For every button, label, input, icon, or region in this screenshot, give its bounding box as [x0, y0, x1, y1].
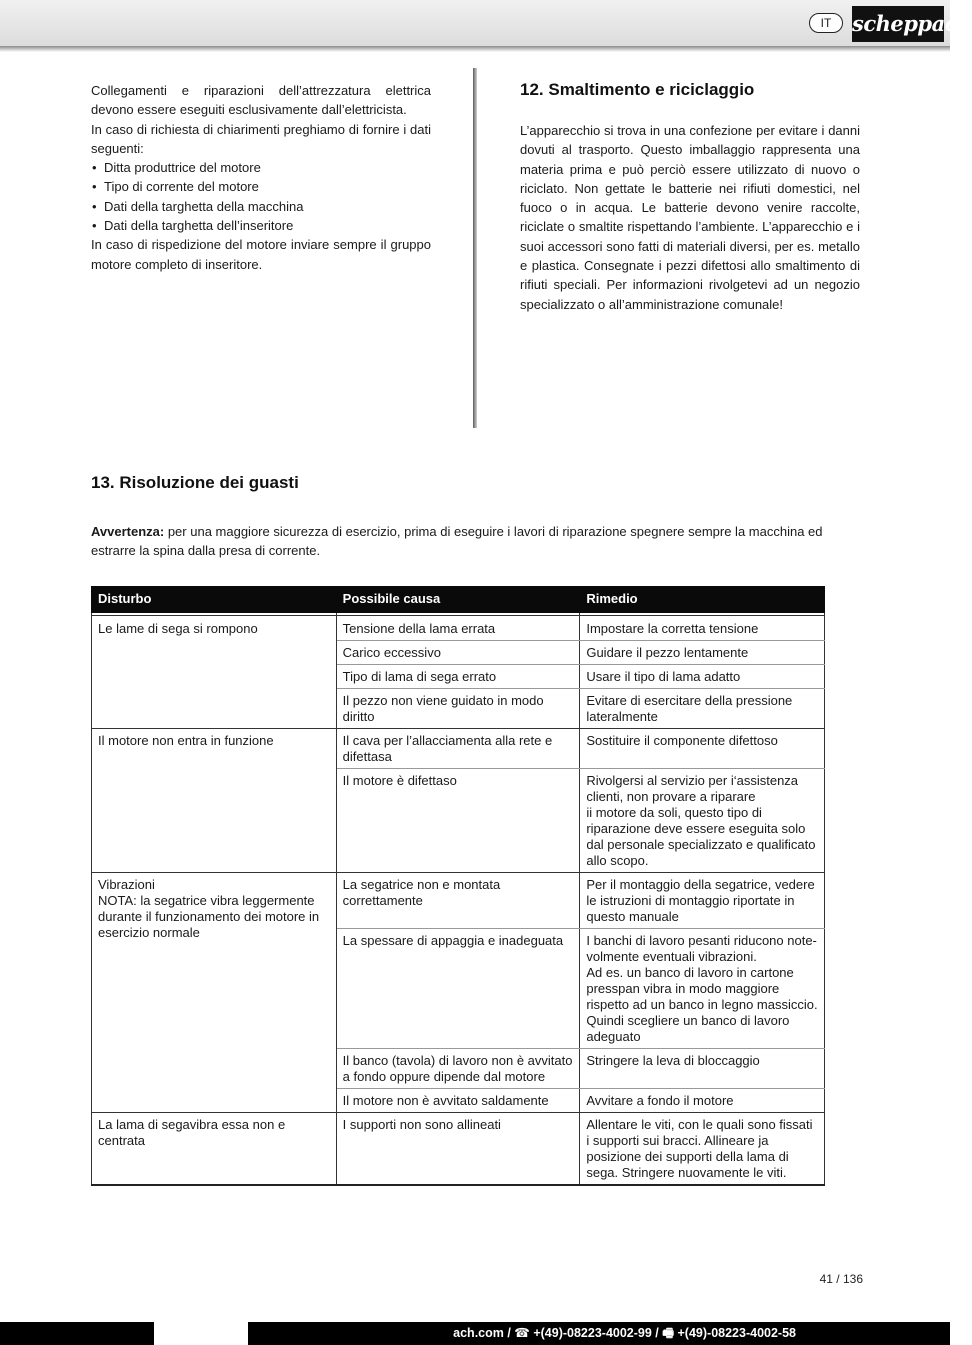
language-badge: IT	[809, 13, 843, 33]
header-shadow	[0, 46, 950, 52]
cause-cell: Il cava per l’allacciamenta alla rete e difettasa	[336, 729, 580, 769]
remedy-cell: Impostare la corretta tensione	[580, 616, 825, 641]
fault-cell: Le lame di sega si rompono	[92, 616, 337, 729]
list-item: • Dati della targhetta dell’inseritore	[91, 216, 431, 235]
cause-cell: Il motore non è avvitato saldamente	[336, 1089, 580, 1113]
remedy-cell: Guidare il pezzo lentamente	[580, 641, 825, 665]
remedy-cell: Per il montaggio della segatrice, vedere le istruzioni di montaggio riportate in questo manuale	[580, 873, 825, 929]
warning-paragraph	[91, 522, 861, 561]
left-column	[91, 81, 431, 274]
remedy-cell: Rivolgersi al servizio per i‘assistenza clienti, non provare a riparare ii motore da soli, questo tipo di riparazione deve essere eseguita solo dal personale specializzato e qualificato allo scopo.	[580, 769, 825, 873]
section-12-body: L’apparecchio si trova in una confezione per evitare i danni dovuti al trasporto. Questo imballaggio rappresenta una materia prima e può perciò essere utilizzato di nuovo o riciclato. Non gettate le batterie nei rifiuti domestici, nel fuoco o in acqua. Le batterie devono venire raccolte, riciclate o smaltite rispettando l’ambiente. L’apparecchio e i suoi accessori sono fatti di materiali diversi, per es. metallo e plastica. Consegnate i pezzi difettosi allo smaltimento di rifiuti speciali. Per informazioni rivolgetevi ad un negozio specializzato o all’amministrazione comunale!	[520, 123, 860, 312]
cause-cell: Tensione della lama errata	[336, 616, 580, 641]
table-header-row	[92, 587, 825, 613]
cause-cell: Il pezzo non viene guidato in modo diritto	[336, 689, 580, 729]
table-row	[92, 729, 825, 769]
column-header-remedy: Rimedio	[580, 587, 825, 613]
column-header-cause: Possibile causa	[336, 587, 580, 613]
brand-logo: scheppach	[852, 6, 944, 42]
page-number: 41 / 136	[819, 1272, 863, 1286]
intro-paragraph: Collegamenti e riparazioni dell’attrezzatura elettrica devono essere eseguiti esclusivamente dall’elettricista.	[91, 83, 431, 118]
list-item: • Ditta produttrice del motore	[91, 158, 431, 177]
footer-contact: ach.com / ☎ +(49)-08223-4002-99 / 🖷 +(49)-08223-4002-58	[453, 1326, 796, 1340]
section-12-title: 12. Smaltimento e riciclaggio	[520, 80, 755, 99]
warning-label: Avvertenza:	[91, 524, 165, 539]
shipping-paragraph: In caso di rispedizione del motore inviare sempre il gruppo motore completo di inseritore.	[91, 237, 431, 272]
fault-cell: Vibrazioni NOTA: la segatrice vibra leggermente durante il funzionamento dei motore in esercizio normale	[92, 873, 337, 1113]
cause-cell: Il banco (tavola) di lavoro non è avvitato a fondo oppure dipende dal motore	[336, 1049, 580, 1089]
table-row	[92, 873, 825, 929]
info-list	[91, 158, 431, 235]
cause-cell: La spessare di appaggia e inadeguata	[336, 929, 580, 1049]
footer-gap	[154, 1322, 248, 1345]
right-column	[520, 79, 860, 314]
page-header	[0, 0, 950, 46]
remedy-cell: Avvitare a fondo il motore	[580, 1089, 825, 1113]
list-item: • Tipo di corrente del motore	[91, 177, 431, 196]
cause-cell: I supporti non sono allineati	[336, 1113, 580, 1186]
troubleshooting-table	[91, 586, 825, 1186]
remedy-cell: I banchi di lavoro pesanti riducono note-volmente eventuali vibrazioni. Ad es. un banco di lavoro in cartone presspan vibra in modo maggiore rispetto ad un banco in legno massiccio. Quindi scegliere un banco di lavoro adeguato	[580, 929, 825, 1049]
cause-cell: Tipo di lama di sega errato	[336, 665, 580, 689]
remedy-cell: Stringere la leva di bloccaggio	[580, 1049, 825, 1089]
remedy-cell: Allentare le viti, con le quali sono fissati i supporti sui bracci. Allineare ja posizione dei supporti della lama di sega. Stringere nuovamente le viti.	[580, 1113, 825, 1186]
remedy-cell: Sostituire il componente difettoso	[580, 729, 825, 769]
section-13-title: 13. Risoluzione dei guasti	[91, 473, 299, 492]
cause-cell: Carico eccessivo	[336, 641, 580, 665]
column-divider	[473, 68, 477, 428]
fault-cell: Il motore non entra in funzione	[92, 729, 337, 873]
fault-cell: La lama di segavibra essa non e centrata	[92, 1113, 337, 1186]
table-row	[92, 1113, 825, 1186]
table-row	[92, 616, 825, 641]
remedy-cell: Evitare di esercitare della pressione lateralmente	[580, 689, 825, 729]
cause-cell: Il motore è difettaso	[336, 769, 580, 873]
cause-cell: La segatrice non e montata correttamente	[336, 873, 580, 929]
column-header-fault: Disturbo	[92, 587, 337, 613]
request-paragraph: In caso di richiesta di chiarimenti preghiamo di fornire i dati seguenti:	[91, 121, 431, 156]
remedy-cell: Usare il tipo di lama adatto	[580, 665, 825, 689]
list-item: • Dati della targhetta della macchina	[91, 197, 431, 216]
warning-text: per una maggiore sicurezza di esercizio, prima di eseguire i lavori di riparazione spegnere sempre la macchina ed estrarre la spina dalla presa di corrente.	[91, 524, 823, 559]
